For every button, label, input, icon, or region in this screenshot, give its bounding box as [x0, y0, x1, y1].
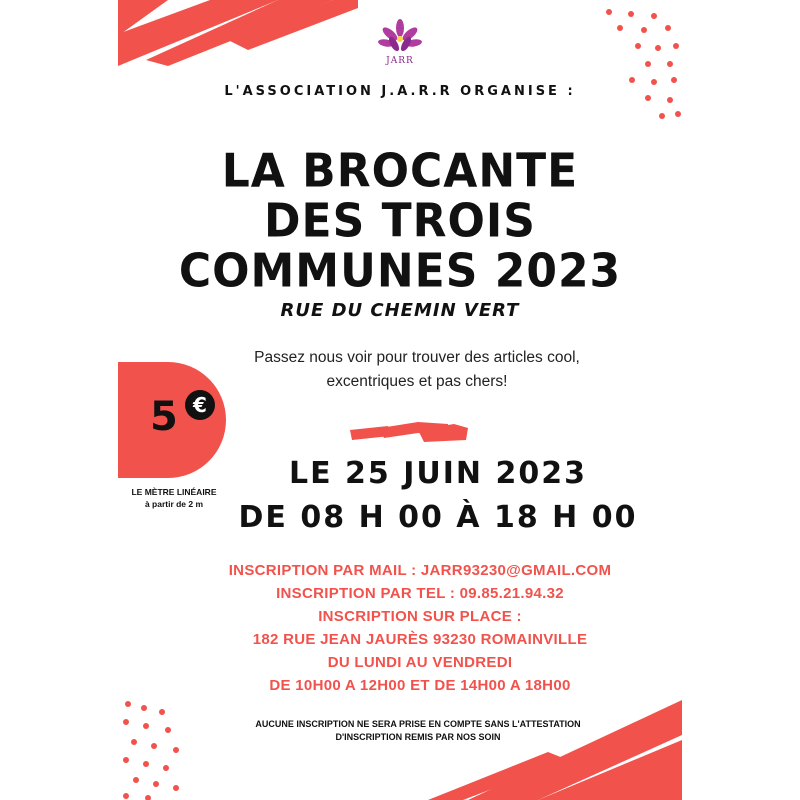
- registration-email: INSCRIPTION PAR MAIL : JARR93230@GMAIL.COM: [228, 562, 612, 579]
- event-intro: [222, 346, 612, 394]
- intro-line-2: excentriques et pas chers!: [326, 373, 508, 390]
- price-note-line-2: à partir de 2 m: [144, 499, 204, 509]
- registration-address: 182 RUE JEAN JAURÈS 93230 ROMAINVILLE: [252, 631, 588, 648]
- organiser-heading: L'ASSOCIATION J.A.R.R ORGANISE :: [224, 84, 576, 99]
- logo-text: JARR: [386, 56, 414, 66]
- euro-icon: €: [185, 390, 215, 420]
- brush-stroke-bottom-right: [428, 700, 682, 800]
- squiggle-divider: [350, 422, 468, 442]
- footer-line-1: AUCUNE INSCRIPTION NE SERA PRISE EN COMPTE SANS L'ATTESTATION: [255, 719, 581, 729]
- footer-notice: [198, 718, 638, 744]
- event-title-line-1: LA BROCANTE: [221, 144, 579, 199]
- flower-icon: [374, 18, 426, 54]
- poster: [118, 0, 682, 800]
- event-hours: DE 08 H 00 À 18 H 00: [238, 500, 638, 535]
- registration-onsite-heading: INSCRIPTION SUR PLACE :: [318, 608, 522, 625]
- jarr-logo: [374, 18, 426, 66]
- event-street: RUE DU CHEMIN VERT: [280, 300, 520, 321]
- event-title-line-3: COMMUNES 2023: [178, 244, 622, 299]
- price-amount: 5: [150, 394, 178, 440]
- event-date: LE 25 JUIN 2023: [289, 456, 587, 491]
- brush-stroke-top-left: [118, 0, 358, 66]
- registration-hours: DE 10H00 A 12H00 ET DE 14H00 A 18H00: [269, 677, 571, 694]
- footer-line-2: D'INSCRIPTION REMIS PAR NOS SOIN: [335, 732, 501, 742]
- intro-line-1: Passez nous voir pour trouver des articles cool,: [254, 349, 580, 366]
- price-note: [118, 486, 230, 510]
- dots-bottom-left: [123, 701, 179, 800]
- registration-phone: INSCRIPTION PAR TEL : 09.85.21.94.32: [276, 585, 564, 602]
- event-title-line-2: DES TROIS: [264, 194, 536, 249]
- price-note-line-1: LE MÈTRE LINÉAIRE: [131, 487, 217, 497]
- registration-days: DU LUNDI AU VENDREDI: [327, 654, 513, 671]
- dots-top-right: [606, 9, 681, 119]
